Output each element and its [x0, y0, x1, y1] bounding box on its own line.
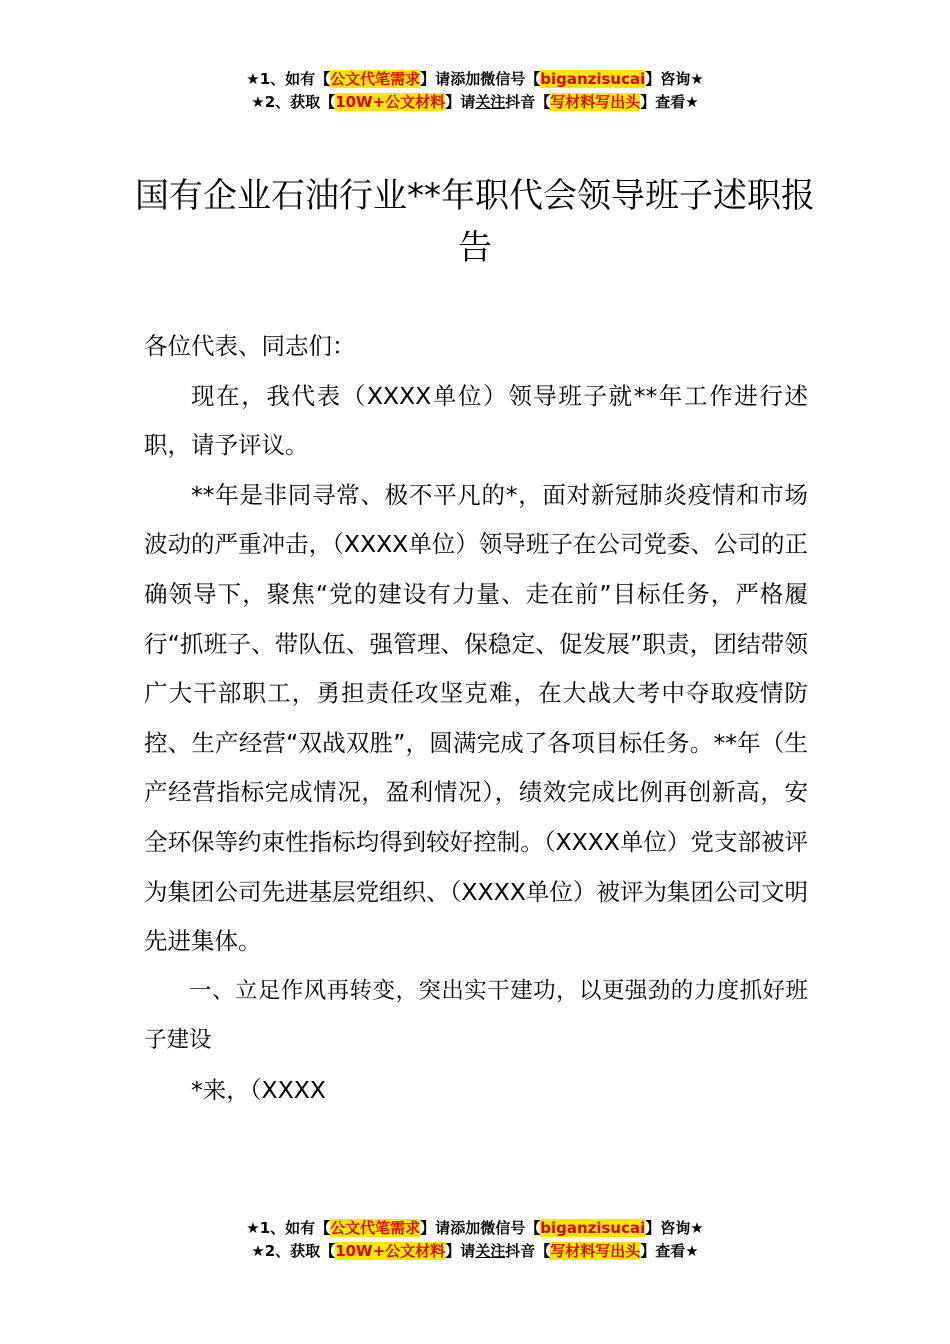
- highlight-douyin-account: 写材料写出头: [550, 1242, 641, 1260]
- section-heading: 一、立足作风再转变，突出实干建功，以更强劲的力度抓好班子建设: [144, 977, 808, 1054]
- highlight-wechat-id: biganzisucai: [540, 1219, 646, 1237]
- highlight-douyin-account: 写材料写出头: [550, 93, 641, 111]
- document-body: [144, 322, 808, 1116]
- body-paragraph: 现在，我代表（XXXX单位）领导班子就**年工作进行述职，请予评议。: [144, 381, 808, 460]
- banner-line-1: ★1、如有【公文代笔需求】请添加微信号【biganzisucai】咨询★: [246, 1219, 704, 1237]
- body-paragraph: **年是非同寻常、极不平凡的*，面对新冠肺炎疫情和市场波动的严重冲击，（XXXX单位）领导班子在公司党委、公司的正确领导下，聚焦“党的建设有力量、走在前”目标任务，严格履行“抓班子、带队伍、强管理、保稳定、促发展”职责，团结带领广大干部职工，勇担责任攻坚克难，在大战大考中夺取疫情防控、生产经营“双战双胜”，圆满完成了各项目标任务。**年（生产经营指标完成情况，盈利情况），绩效完成比例再创新高，安全环保等约束性指标均得到较好控制。（XXXX单位）党支部被评为集团公司先进基层党组织、（XXXX单位）被评为集团公司文明先进集体。: [144, 480, 808, 956]
- banner-line-1: ★1、如有【公文代笔需求】请添加微信号【biganzisucai】咨询★: [246, 70, 704, 88]
- highlight-service: 公文代笔需求: [330, 70, 421, 88]
- banner-line-2: ★2、获取【10W+公文材料】请关注抖音【写材料写出头】查看★: [251, 93, 699, 111]
- document-title: 国有企业石油行业**年职代会领导班子述职报告: [135, 176, 815, 268]
- salutation: 各位代表、同志们：: [144, 332, 356, 360]
- footer-banner: [0, 1217, 950, 1263]
- highlight-materials: 10W+公文材料: [335, 1242, 446, 1260]
- banner-line-2: ★2、获取【10W+公文材料】请关注抖音【写材料写出头】查看★: [251, 1242, 699, 1260]
- header-banner: [0, 68, 950, 114]
- highlight-service: 公文代笔需求: [330, 1219, 421, 1237]
- trailing-text: *来，（XXXX: [191, 1075, 326, 1104]
- highlight-wechat-id: biganzisucai: [540, 70, 646, 88]
- highlight-materials: 10W+公文材料: [335, 93, 446, 111]
